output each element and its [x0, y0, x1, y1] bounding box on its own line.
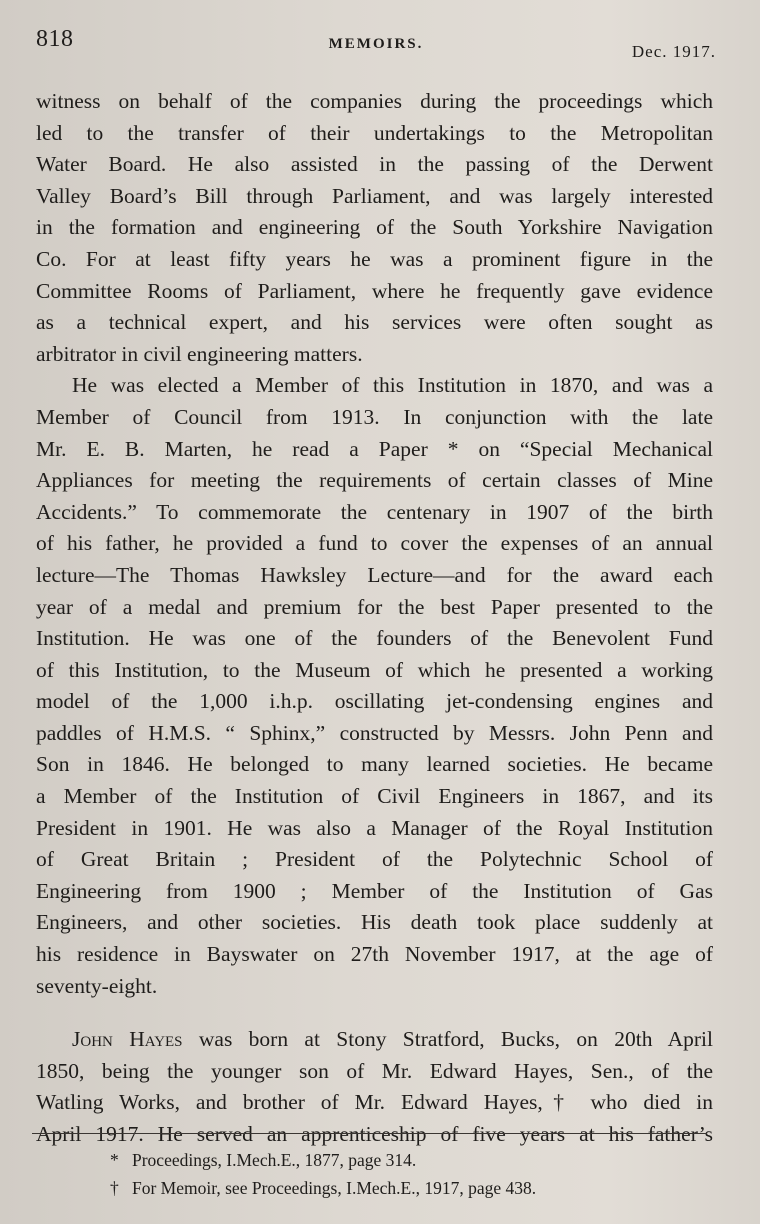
- text-line: Accidents.” To commemorate the centenary in 1907 of the birth: [36, 499, 713, 524]
- text-line: Son in 1846. He belonged to many learned societies. He became: [36, 752, 713, 777]
- paragraph-john-hayes: [36, 1024, 713, 1150]
- body-text: [36, 86, 713, 1151]
- memoir-opening: was born at Stony Stratford, Bucks, on 20th April: [198, 1027, 713, 1052]
- text-line: Water Board. He also assisted in the passing of the Derwent: [36, 152, 713, 177]
- running-head: [36, 26, 716, 66]
- text-line: his residence in Bayswater on 27th November 1917, at the age of: [36, 942, 713, 967]
- paragraph-continued: [36, 86, 713, 370]
- footnote-rule: [32, 1133, 707, 1134]
- text-line: President in 1901. He was also a Manager of the Royal Institution: [36, 815, 713, 840]
- text-line: in the formation and engineering of the South Yorkshire Navigation: [36, 215, 713, 240]
- text-line: arbitrator in civil engineering matters.: [36, 341, 363, 366]
- text-line: Institution. He was one of the founders of the Benevolent Fund: [36, 626, 713, 651]
- running-date: Dec. 1917.: [631, 42, 716, 61]
- text-line: a Member of the Institution of Civil Engineers in 1867, and its: [36, 784, 713, 809]
- text-line: of Great Britain ; President of the Polytechnic School of: [36, 847, 713, 872]
- footnote-text: Proceedings, I.Mech.E., 1877, page 314.: [132, 1150, 417, 1170]
- text-line: year of a medal and premium for the best Paper presented to the: [36, 594, 713, 619]
- text-line: [36, 1024, 713, 1056]
- text-line: lecture—The Thomas Hawksley Lecture—and for the award each: [36, 562, 713, 587]
- text-line: He was elected a Member of this Institution in 1870, and was a: [72, 373, 713, 398]
- footnote: [110, 1146, 690, 1174]
- text-line: as a technical expert, and his services were often sought as: [36, 310, 713, 335]
- text-line: led to the transfer of their undertakings to the Metropolitan: [36, 120, 713, 145]
- paragraph-hawksley: [36, 370, 713, 1002]
- text-line: April 1917. He served an apprenticeship of five years at his father’s: [36, 1122, 713, 1146]
- text-line: Mr. E. B. Marten, he read a Paper * on “Special Mechanical: [36, 436, 713, 461]
- text-line: Appliances for meeting the requirements of certain classes of Mine: [36, 468, 713, 493]
- footnote: [110, 1174, 690, 1202]
- text-line: Member of Council from 1913. In conjunction with the late: [36, 404, 713, 429]
- text-line: seventy-eight.: [36, 973, 158, 998]
- text-line: Valley Board’s Bill through Parliament, and was largely interested: [36, 183, 713, 208]
- page-number: 818: [36, 26, 74, 52]
- memoir-name: John Hayes: [72, 1027, 183, 1052]
- text-line: Co. For at least fifty years he was a prominent figure in the: [36, 246, 713, 271]
- text-line: witness on behalf of the companies during the proceedings which: [36, 89, 713, 113]
- text-line: paddles of H.M.S. “ Sphinx,” constructed by Messrs. John Penn and: [36, 720, 713, 745]
- text-line: 1850, being the younger son of Mr. Edward Hayes, Sen., of the: [36, 1058, 713, 1083]
- text-line: Committee Rooms of Parliament, where he frequently gave evidence: [36, 278, 713, 303]
- footnote-text: For Memoir, see Proceedings, I.Mech.E., 1917, page 438.: [132, 1178, 537, 1198]
- text-line: Engineering from 1900 ; Member of the Institution of Gas: [36, 878, 713, 903]
- text-line: of this Institution, to the Museum of which he presented a working: [36, 657, 713, 682]
- text-line: model of the 1,000 i.h.p. oscillating jet-condensing engines and: [36, 689, 713, 714]
- section-gap: [36, 1002, 713, 1024]
- text-line: Engineers, and other societies. His death took place suddenly at: [36, 910, 713, 935]
- footnotes: [110, 1146, 690, 1202]
- running-title: MEMOIRS.: [328, 36, 424, 52]
- footnote-mark: *: [110, 1150, 119, 1170]
- text-line: Watling Works, and brother of Mr. Edward Hayes,† who died in: [36, 1090, 713, 1115]
- text-line: of his father, he provided a fund to cover the expenses of an annual: [36, 531, 713, 556]
- footnote-mark: †: [110, 1178, 119, 1198]
